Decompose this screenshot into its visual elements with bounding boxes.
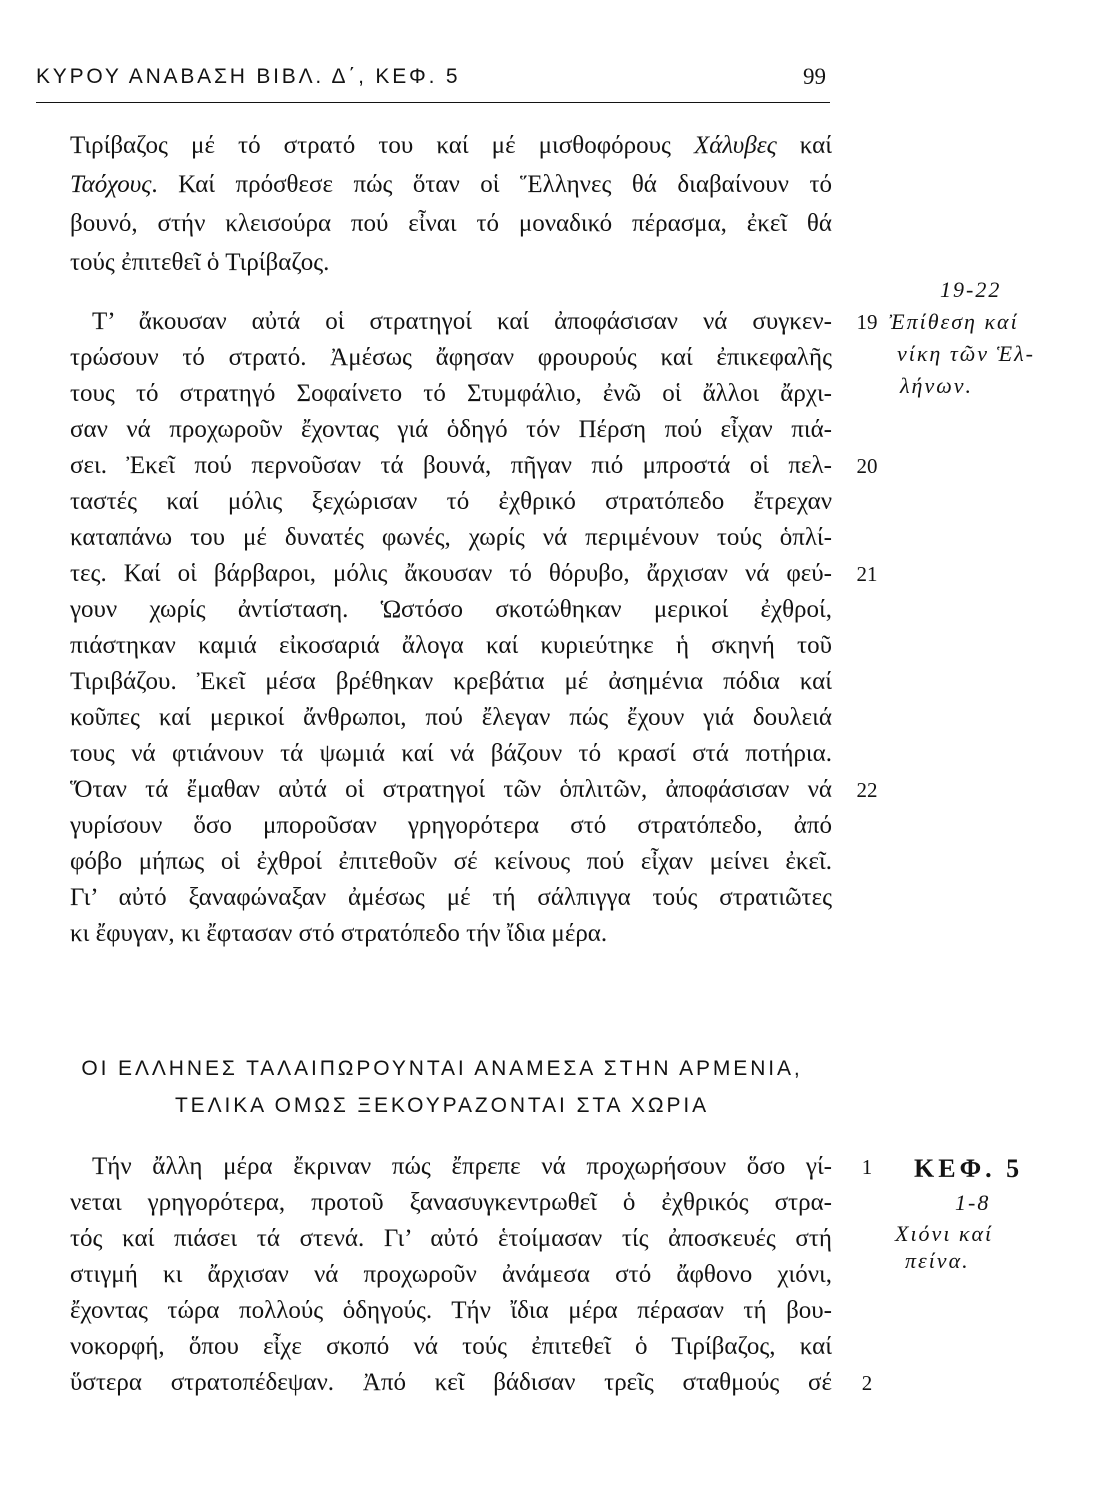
section-heading-line: ΟΙ ΕΛΛΗΝΕΣ ΤΑΛΑΙΠΩΡΟΥΝΤΑΙ ΑΝΑΜΕΣΑ ΣΤΗΝ ΑΡΜΕΝΙΑ,: [81, 1057, 803, 1080]
text-segment: Τιρίβαζος μέ τό στρατό του καί μέ μισθοφόρους: [70, 132, 694, 159]
body-paragraph: [70, 126, 832, 282]
text-line: τρώσουν τό στρατό. Ἀμέσως ἄφησαν φρουρούς καί ἐπικεφαλῆς: [70, 344, 832, 371]
text-line: τες. Καί οἱ βάρβαροι, μόλις ἄκουσαν τό θόρυβο, ἄρχισαν νά φεύ-: [70, 560, 832, 587]
italic-term: Χάλυβες: [694, 132, 777, 159]
text-segment: καί: [776, 132, 833, 159]
running-head: ΚΥΡΟΥ ΑΝΑΒΑΣΗ ΒΙΒΛ. Δ΄, ΚΕΦ. 5: [36, 65, 461, 88]
text-line: τους νά φτιάνουν τά ψωμιά καί νά βάζουν τό κρασί στά ποτήρια.: [70, 740, 832, 767]
text-line: καταπάνω του μέ δυνατές φωνές, χωρίς νά περιμένουν τούς ὁπλί-: [70, 524, 832, 551]
side-note-chapter: ΚΕΦ. 5: [914, 1154, 1024, 1183]
text-line: βουνό, στήν κλεισούρα πού εἶναι τό μοναδικό πέρασμα, ἐκεῖ θά: [70, 210, 832, 237]
text-line: Τήν ἄλλη μέρα ἔκριναν πώς ἔπρεπε νά προχωρήσουν ὅσο γί-: [92, 1153, 832, 1180]
italic-term: Ταόχους: [70, 171, 152, 198]
side-note-line: Ἐπίθεση καί: [889, 309, 1019, 334]
text-line: ὕστερα στρατοπέδεψαν. Ἀπό κεῖ βάδισαν τρεῖς σταθμούς σέ: [70, 1369, 832, 1396]
text-line: Ὅταν τά ἔμαθαν αὐτά οἱ στρατηγοί τῶν ὁπλιτῶν, ἀποφάσισαν νά: [70, 776, 832, 803]
body-paragraph: [70, 304, 832, 952]
text-line: Τιριβάζου. Ἐκεῖ μέσα βρέθηκαν κρεβάτια μέ ἀσημένια πόδια καί: [70, 668, 832, 695]
side-note-line: νίκη τῶν Ἑλ-: [897, 341, 1035, 366]
text-line: τούς ἐπιτεθεῖ ὁ Τιρίβαζος.: [70, 249, 330, 276]
text-line: σαν νά προχωροῦν ἔχοντας γιά ὁδηγό τόν Πέρση πού εἶχαν πιά-: [70, 416, 832, 443]
text-line: γουν χωρίς ἀντίσταση. Ὡστόσο σκοτώθηκαν μερικοί ἐχθροί,: [70, 596, 832, 623]
text-line: στιγμή κι ἄρχισαν νά προχωροῦν ἀνάμεσα στό ἄφθονο χιόνι,: [70, 1261, 832, 1288]
margin-verse-number: 1: [861, 1155, 873, 1179]
text-line: νοκορφή, ὅπου εἶχε σκοπό νά τούς ἐπιτεθεῖ ὁ Τιρίβαζος, καί: [70, 1333, 832, 1360]
text-line: [70, 126, 832, 165]
text-line: κι ἔφυγαν, κι ἔφτασαν στό στρατόπεδο τήν ἴδια μέρα.: [70, 920, 608, 947]
text-line: φόβο μήπως οἱ ἐχθροί ἐπιτεθοῦν σέ κείνους πού εἶχαν μείνει ἐκεῖ.: [70, 848, 832, 875]
text-line: τός καί πιάσει τά στενά. Γι’ αὐτό ἑτοίμασαν τίς ἀποσκευές στή: [70, 1225, 832, 1252]
section-heading: [40, 1050, 844, 1124]
text-line: [70, 165, 832, 204]
text-line: σει. Ἐκεῖ πού περνοῦσαν τά βουνά, πῆγαν πιό μπροστά οἱ πελ-: [70, 452, 832, 479]
page-number: 99: [803, 64, 826, 89]
text-line: Τ’ ἄκουσαν αὐτά οἱ στρατηγοί καί ἀποφάσισαν νά συγκεν-: [92, 308, 832, 335]
header-rule: [36, 102, 830, 103]
text-line: τους τό στρατηγό Σοφαίνετο τό Στυμφάλιο, ἐνῶ οἱ ἄλλοι ἄρχι-: [70, 380, 832, 407]
side-note-line: πείνα.: [905, 1248, 970, 1273]
text-segment: . Καί πρόσθεσε πώς ὅταν οἱ Ἕλληνες θά διαβαίνουν τό: [151, 171, 832, 198]
margin-verse-number: 20: [856, 454, 878, 478]
text-line: πιάστηκαν καμιά εἰκοσαριά ἄλογα καί κυριεύτηκε ἡ σκηνή τοῦ: [70, 632, 832, 659]
section-heading-line: ΤΕΛΙΚΑ ΟΜΩΣ ΞΕΚΟΥΡΑΖΟΝΤΑΙ ΣΤΑ ΧΩΡΙΑ: [174, 1094, 710, 1117]
text-line: κοῦπες καί μερικοί ἄνθρωποι, πού ἔλεγαν πώς ἔχουν γιά δουλειά: [70, 704, 832, 731]
body-paragraph: [70, 1149, 832, 1401]
text-line: ἔχοντας τώρα πολλούς ὁδηγούς. Τήν ἴδια μέρα πέρασαν τή βου-: [70, 1297, 832, 1324]
margin-verse-number: 22: [856, 778, 878, 802]
text-line: νεται γρηγορότερα, προτοῦ ξανασυγκεντρωθεῖ ὁ ἐχθρικός στρα-: [70, 1189, 832, 1216]
text-line: ταστές καί μόλις ξεχώρισαν τό ἐχθρικό στρατόπεδο ἔτρεχαν: [70, 488, 832, 515]
margin-verse-number: 21: [856, 562, 878, 586]
side-note-range: 1-8: [955, 1190, 991, 1215]
side-note-line: Χιόνι καί: [895, 1221, 994, 1246]
text-line: γυρίσουν ὅσο μποροῦσαν γρηγορότερα στό στρατόπεδο, ἀπό: [70, 812, 832, 839]
margin-verse-number: 2: [861, 1371, 873, 1395]
side-note-line: λήνων.: [900, 373, 974, 398]
margin-verse-number: 19: [856, 310, 878, 334]
side-note-range: 19-22: [940, 277, 1002, 302]
text-line: Γι’ αὐτό ξαναφώναξαν ἀμέσως μέ τή σάλπιγγα τούς στρατιῶτες: [70, 884, 832, 911]
